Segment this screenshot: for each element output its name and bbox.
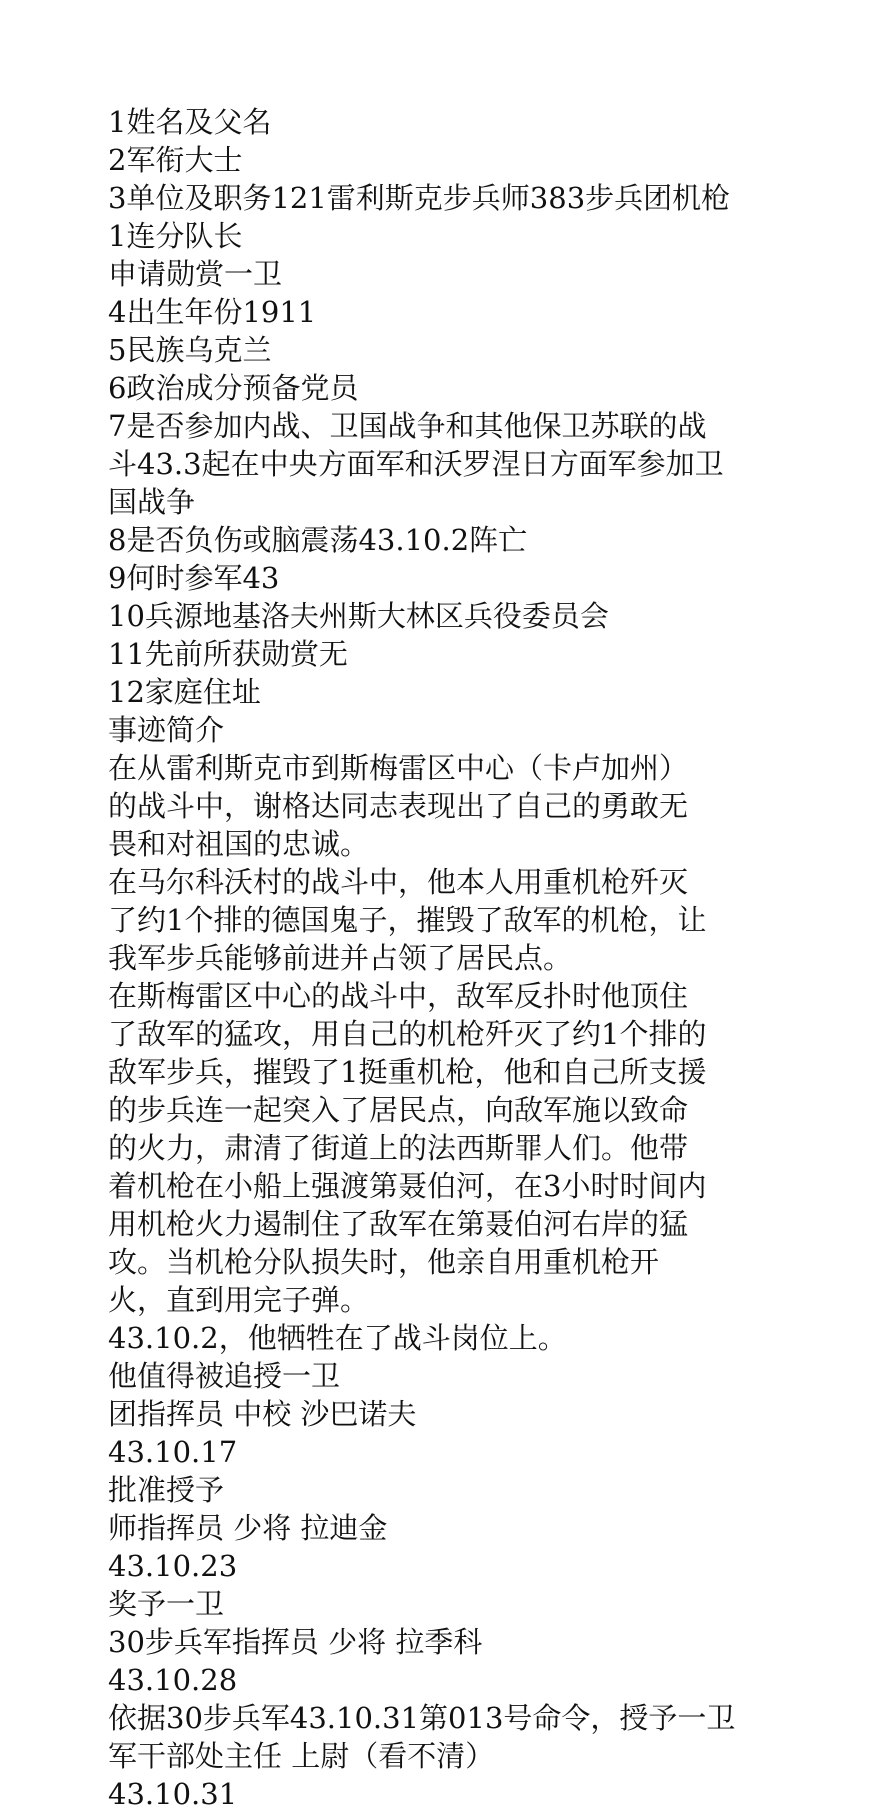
field-war-participation-cont-2: 国战争 <box>108 485 196 519</box>
document-body <box>108 103 788 1813</box>
recommendation-line: 他值得被追授一卫 <box>108 1359 341 1393</box>
field-rank: 2军衔大士 <box>108 143 243 177</box>
summary-line: 着机枪在小船上强渡第聂伯河，在3小时时间内 <box>108 1169 707 1203</box>
summary-line: 在斯梅雷区中心的战斗中，敌军反扑时他顶住 <box>108 979 689 1013</box>
corps-commander-signature: 30步兵军指挥员 少将 拉季科 <box>108 1625 483 1659</box>
field-home-address: 12家庭住址 <box>108 675 261 709</box>
summary-line: 畏和对祖国的忠诚。 <box>108 827 370 861</box>
division-approval: 批准授予 <box>108 1473 225 1507</box>
corps-award-decision: 奖予一卫 <box>108 1587 225 1621</box>
regiment-commander-signature: 团指挥员 中校 沙巴诺夫 <box>108 1397 417 1431</box>
summary-line: 了敌军的猛攻，用自己的机枪歼灭了约1个排的 <box>108 1017 707 1051</box>
personnel-chief-signature: 军干部处主任 上尉（看不清） <box>108 1739 495 1773</box>
summary-line: 的火力，肃清了街道上的法西斯罪人们。他带 <box>108 1131 689 1165</box>
award-request: 申请勋赏一卫 <box>108 257 283 291</box>
division-commander-signature: 师指挥员 少将 拉迪金 <box>108 1511 388 1545</box>
order-date: 43.10.31 <box>108 1777 238 1811</box>
field-wounds: 8是否负伤或脑震荡43.10.2阵亡 <box>108 523 528 557</box>
division-date: 43.10.23 <box>108 1549 238 1583</box>
field-war-participation-cont-1: 斗43.3起在中央方面军和沃罗涅日方面军参加卫 <box>108 447 724 481</box>
field-war-participation: 7是否参加内战、卫国战争和其他保卫苏联的战 <box>108 409 707 443</box>
field-enlistment: 9何时参军43 <box>108 561 280 595</box>
field-unit: 3单位及职务121雷利斯克步兵师383步兵团机枪 <box>108 181 731 215</box>
summary-line: 在从雷利斯克市到斯梅雷区中心（卡卢加州） <box>108 751 689 785</box>
summary-line: 用机枪火力遏制住了敌军在第聂伯河右岸的猛 <box>108 1207 689 1241</box>
field-ethnicity: 5民族乌克兰 <box>108 333 272 367</box>
field-previous-awards: 11先前所获勋赏无 <box>108 637 348 671</box>
field-draft-office: 10兵源地基洛夫州斯大林区兵役委员会 <box>108 599 609 633</box>
order-reference: 依据30步兵军43.10.31第013号命令，授予一卫 <box>108 1701 736 1735</box>
summary-line: 的步兵连一起突入了居民点，向敌军施以致命 <box>108 1093 689 1127</box>
field-party: 6政治成分预备党员 <box>108 371 359 405</box>
summary-line: 攻。当机枪分队损失时，他亲自用重机枪开 <box>108 1245 660 1279</box>
corps-date: 43.10.28 <box>108 1663 238 1697</box>
field-unit-cont: 1连分队长 <box>108 219 243 253</box>
summary-line: 43.10.2，他牺牲在了战斗岗位上。 <box>108 1321 567 1355</box>
summary-line: 我军步兵能够前进并占领了居民点。 <box>108 941 573 975</box>
summary-line: 在马尔科沃村的战斗中，他本人用重机枪歼灭 <box>108 865 689 899</box>
section-summary-heading: 事迹简介 <box>108 713 225 747</box>
regiment-date: 43.10.17 <box>108 1435 238 1469</box>
summary-line: 了约1个排的德国鬼子，摧毁了敌军的机枪，让 <box>108 903 707 937</box>
summary-line: 火，直到用完子弹。 <box>108 1283 370 1317</box>
field-birth-year: 4出生年份1911 <box>108 295 317 329</box>
field-name: 1姓名及父名 <box>108 105 272 139</box>
summary-line: 敌军步兵，摧毁了1挺重机枪，他和自己所支援 <box>108 1055 707 1089</box>
summary-line: 的战斗中，谢格达同志表现出了自己的勇敢无 <box>108 789 689 823</box>
